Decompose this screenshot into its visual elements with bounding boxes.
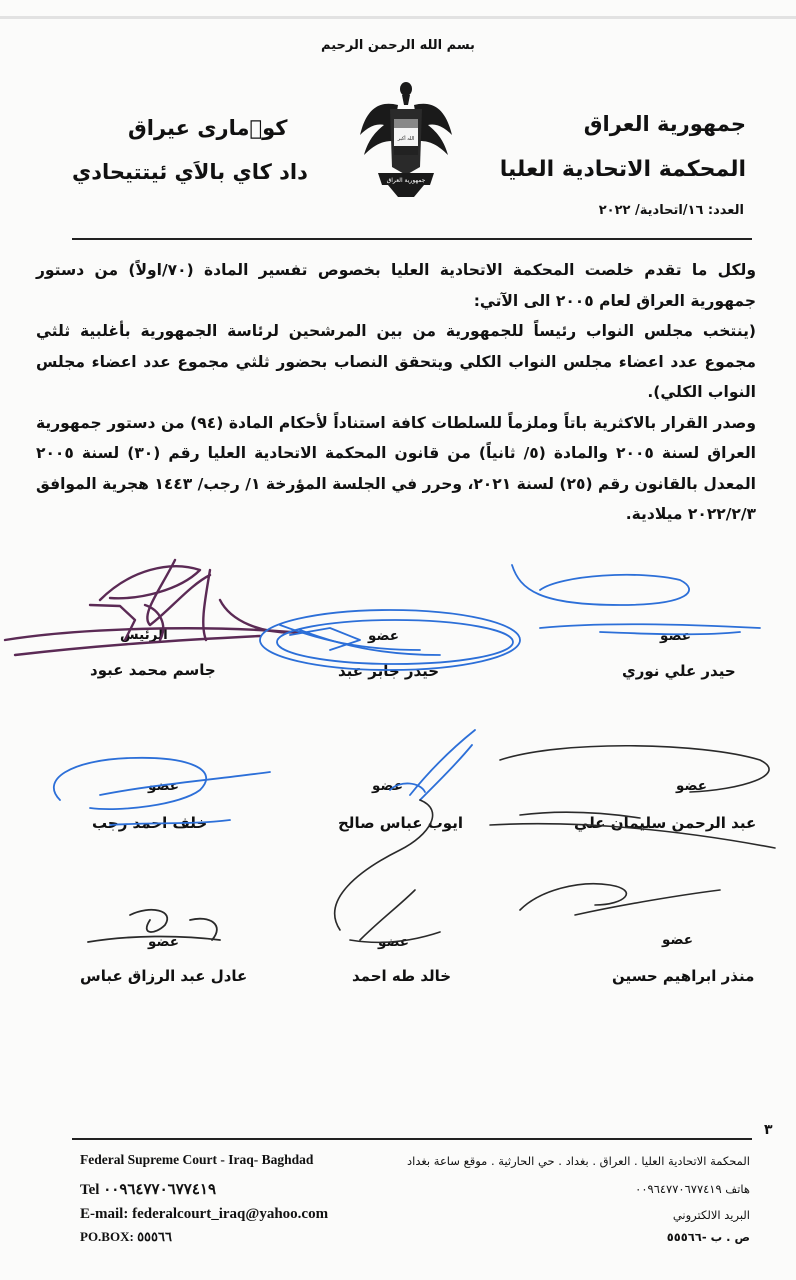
signatory-role: عضو: [368, 628, 399, 644]
footer-telephone: Tel ٠٠٩٦٤٧٧٠٦٧٧٤١٩: [80, 1182, 216, 1198]
emblem-motto: الله أكبر: [397, 136, 415, 142]
signatory-role: عضو: [372, 778, 403, 794]
signatory-role-president: الرئيس: [120, 627, 168, 643]
footer-po-box-arabic: ص . ب -٥٥٥٦٦: [666, 1230, 750, 1244]
iraq-eagle-emblem: [358, 75, 454, 201]
footer-phone-arabic: هاتف ٠٠٩٦٤٧٧٠٦٧٧٤١٩: [635, 1182, 750, 1196]
decision-text: [36, 255, 756, 530]
court-name-arabic: المحكمة الاتحادية العليا: [499, 157, 746, 182]
footer-court-name: Federal Supreme Court - Iraq- Baghdad: [80, 1152, 314, 1167]
signatory-role: عضو: [662, 932, 693, 948]
paragraph-ruling: (ينتخب مجلس النواب رئيساً للجمهورية من بين المرشحين لرئاسة الجمهورية بأغلبية ثلثي مجموع عدد اعضاء مجلس النواب الكلي ويتحقق النصاب بحضور ثلثي مجموع عدد اعضاء مجلس النواب الكلي).: [36, 322, 756, 401]
paragraph-conclusion: ولكل ما تقدم خلصت المحكمة الاتحادية العليا بخصوص تفسير المادة (٧٠/اولاً) من دستور جمهورية العراق لعام ٢٠٠٥ الى الآتي:: [36, 261, 756, 310]
country-name-kurdish: كو٘مارى عيراق: [128, 116, 288, 140]
header-divider: [72, 238, 752, 240]
signatory-name: حيدر جابر عبد: [338, 662, 440, 680]
footer-address-arabic: المحكمة الاتحادية العليا . العراق . بغداد . حي الحارثية . موقع ساعة بغداد: [407, 1154, 750, 1168]
signature-member: [490, 746, 775, 848]
court-name-kurdish: داد كاي بالاَي ئيتتيحادي: [72, 160, 308, 184]
basmala: بسم الله الرحمن الرحيم: [321, 38, 475, 53]
emblem-label: جمهورية العراق: [386, 177, 426, 184]
top-border: [0, 16, 796, 19]
footer-divider: [72, 1138, 752, 1140]
signatory-name: عادل عبد الرزاق عباس: [80, 967, 248, 985]
signatory-name: عبد الرحمن سليمان علي: [574, 814, 757, 832]
paragraph-issuance: وصدر القرار بالاكثرية باتاً وملزماً للسلطات كافة استناداً لأحكام المادة (٩٤) من دستور جمهورية العراق لسنة ٢٠٠٥ والمادة (٥/ ثانياً) من قانون المحكمة الاتحادية العليا رقم (٣٠) لسنة ٢٠٠٥ المعدل بالقانون رقم (٢٥) لسنة ٢٠٢١، وحرر في الجلسة المؤرخة ١/ رجب/ ١٤٤٣ هجرية الموافق ٢٠٢٢/٢/٣ ميلادية.: [36, 413, 757, 523]
footer-email-label: البريد الالكتروني: [672, 1208, 750, 1222]
signature-member: [520, 884, 720, 915]
signatory-name: خلف احمد رجب: [92, 814, 208, 832]
signatory-role: عضو: [378, 934, 409, 950]
signatory-name-president: جاسم محمد عبود: [90, 661, 216, 679]
footer-email: E-mail: federalcourt_iraq@yahoo.com: [80, 1206, 329, 1222]
signatory-role: عضو: [660, 628, 691, 644]
signature-member: [512, 565, 760, 634]
reference-number: العدد: ١٦/اتحادية/ ٢٠٢٢: [598, 203, 744, 218]
footer-po-box: PO.BOX: ٥٥٥٦٦: [80, 1229, 172, 1244]
page-number: ٣: [764, 1122, 773, 1138]
signatory-name: ايوب عباس صالح: [338, 814, 463, 832]
signatory-role: عضو: [676, 778, 707, 794]
signatory-name: حيدر علي نوري: [622, 662, 736, 680]
signatory-name: خالد طه احمد: [352, 967, 452, 985]
signatory-role: عضو: [148, 778, 179, 794]
signatory-role: عضو: [148, 934, 179, 950]
country-name-arabic: جمهورية العراق: [583, 112, 746, 136]
signatory-name: منذر ابراهيم حسين: [612, 967, 755, 985]
